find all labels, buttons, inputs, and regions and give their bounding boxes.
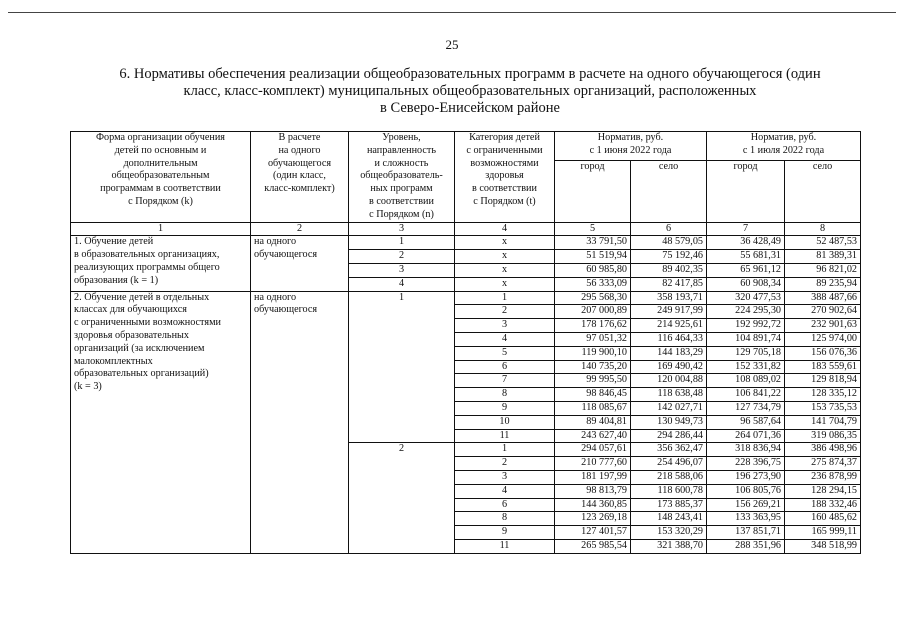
group2-form-line: образовательных организаций) xyxy=(74,368,209,380)
value-city-june: 265 985,54 xyxy=(555,539,631,553)
group2-form-line: здоровья образовательных xyxy=(74,329,189,341)
value-city-june: 33 791,50 xyxy=(555,236,631,250)
category-cell: 5 xyxy=(455,346,555,360)
group1-form-line: образования (k = 1) xyxy=(74,274,159,286)
value-village-july: 275 874,37 xyxy=(785,457,861,471)
value-city-june: 56 333,09 xyxy=(555,277,631,291)
value-city-july: 60 908,34 xyxy=(707,277,785,291)
value-village-june: 254 496,07 xyxy=(631,457,707,471)
value-village-july: 128 335,12 xyxy=(785,388,861,402)
value-village-july: 165 999,11 xyxy=(785,526,861,540)
category-cell: 10 xyxy=(455,415,555,429)
page-number: 25 xyxy=(445,37,459,52)
value-city-june: 118 085,67 xyxy=(555,401,631,415)
value-village-june: 120 004,88 xyxy=(631,374,707,388)
category-cell: 11 xyxy=(455,539,555,553)
header-norm-june: Норматив, руб. с 1 июня 2022 года xyxy=(555,132,707,161)
group1-form-line: в образовательных организациях, xyxy=(74,249,220,261)
value-city-june: 98 813,79 xyxy=(555,484,631,498)
value-village-july: 156 076,36 xyxy=(785,346,861,360)
level-cell: 3 xyxy=(349,263,455,277)
group1-form xyxy=(71,236,251,291)
header-per: В расчете на одного обучающегося (один класс, класс-комплект) xyxy=(251,132,349,223)
value-village-june: 130 949,73 xyxy=(631,415,707,429)
category-cell: x xyxy=(455,236,555,250)
group2-form xyxy=(71,291,251,553)
header-village-june: село xyxy=(631,160,707,222)
table-row xyxy=(71,291,861,305)
header-form: Форма организации обучения детей по основным и дополнительным общеобразовательным программам в соответствии с Порядком (k) xyxy=(71,132,251,223)
value-city-july: 127 734,79 xyxy=(707,401,785,415)
group1-form-line: реализующих программы общего xyxy=(74,261,220,273)
value-city-june: 295 568,30 xyxy=(555,291,631,305)
value-city-june: 210 777,60 xyxy=(555,457,631,471)
value-city-july: 196 273,90 xyxy=(707,470,785,484)
value-city-july: 106 841,22 xyxy=(707,388,785,402)
value-city-july: 96 587,64 xyxy=(707,415,785,429)
group2-form-line: 2. Обучение детей в отдельных xyxy=(74,291,210,303)
value-village-july: 388 487,66 xyxy=(785,291,861,305)
header-category: Категория детей с ограниченными возможностями здоровья в соответствии с Порядком (t) xyxy=(455,132,555,223)
value-village-june: 82 417,85 xyxy=(631,277,707,291)
value-village-june: 169 490,42 xyxy=(631,360,707,374)
header-city-july: город xyxy=(707,160,785,222)
value-village-july: 96 821,02 xyxy=(785,263,861,277)
level-cell: 4 xyxy=(349,277,455,291)
value-village-july: 128 294,15 xyxy=(785,484,861,498)
value-village-july: 81 389,31 xyxy=(785,250,861,264)
group2-per-line: обучающегося xyxy=(254,304,318,316)
header-city-june: город xyxy=(555,160,631,222)
value-city-june: 181 197,99 xyxy=(555,470,631,484)
category-cell: 9 xyxy=(455,401,555,415)
value-city-july: 65 961,12 xyxy=(707,263,785,277)
value-village-july: 141 704,79 xyxy=(785,415,861,429)
value-village-june: 249 917,99 xyxy=(631,305,707,319)
value-village-july: 89 235,94 xyxy=(785,277,861,291)
value-village-june: 75 192,46 xyxy=(631,250,707,264)
value-village-june: 48 579,05 xyxy=(631,236,707,250)
value-city-july: 228 396,75 xyxy=(707,457,785,471)
value-village-june: 89 402,35 xyxy=(631,263,707,277)
category-cell: 4 xyxy=(455,484,555,498)
value-village-july: 183 559,61 xyxy=(785,360,861,374)
group2-form-line: (k = 3) xyxy=(74,381,102,393)
value-city-july: 320 477,53 xyxy=(707,291,785,305)
level-cell: 1 xyxy=(349,291,455,443)
category-cell: 1 xyxy=(455,291,555,305)
value-city-june: 140 735,20 xyxy=(555,360,631,374)
level-cell: 1 xyxy=(349,236,455,250)
norms-table xyxy=(70,131,861,554)
value-city-july: 104 891,74 xyxy=(707,332,785,346)
group2-form-line: организаций (за исключением xyxy=(74,342,205,354)
value-village-june: 294 286,44 xyxy=(631,429,707,443)
value-city-july: 318 836,94 xyxy=(707,443,785,457)
category-cell: 6 xyxy=(455,360,555,374)
level-cell: 2 xyxy=(349,443,455,553)
level-cell: 2 xyxy=(349,250,455,264)
value-city-july: 36 428,49 xyxy=(707,236,785,250)
value-village-june: 116 464,33 xyxy=(631,332,707,346)
group2-per-line: на одного xyxy=(254,291,297,303)
category-cell: 2 xyxy=(455,457,555,471)
group1-form-line: 1. Обучение детей xyxy=(74,236,154,248)
category-cell: 3 xyxy=(455,319,555,333)
group2-per xyxy=(251,291,349,553)
value-city-july: 108 089,02 xyxy=(707,374,785,388)
value-city-june: 207 000,89 xyxy=(555,305,631,319)
category-cell: x xyxy=(455,277,555,291)
value-city-july: 55 681,31 xyxy=(707,250,785,264)
value-village-june: 173 885,37 xyxy=(631,498,707,512)
value-village-july: 386 498,96 xyxy=(785,443,861,457)
category-cell: x xyxy=(455,250,555,264)
value-city-june: 178 176,62 xyxy=(555,319,631,333)
title-line: в Северо-Енисейском районе xyxy=(380,100,560,116)
header-norm-july: Норматив, руб. с 1 июля 2022 года xyxy=(707,132,861,161)
category-cell: 7 xyxy=(455,374,555,388)
value-village-july: 348 518,99 xyxy=(785,539,861,553)
value-city-june: 119 900,10 xyxy=(555,346,631,360)
value-city-july: 137 851,71 xyxy=(707,526,785,540)
value-city-july: 192 992,72 xyxy=(707,319,785,333)
group2-form-line: классах для обучающихся xyxy=(74,304,187,316)
value-city-july: 133 363,95 xyxy=(707,512,785,526)
category-cell: 8 xyxy=(455,512,555,526)
value-city-june: 123 269,18 xyxy=(555,512,631,526)
value-city-july: 106 805,76 xyxy=(707,484,785,498)
value-city-july: 264 071,36 xyxy=(707,429,785,443)
category-cell: 3 xyxy=(455,470,555,484)
category-cell: 2 xyxy=(455,305,555,319)
value-city-june: 89 404,81 xyxy=(555,415,631,429)
category-cell: 1 xyxy=(455,443,555,457)
value-village-july: 160 485,62 xyxy=(785,512,861,526)
header-village-july: село xyxy=(785,160,861,222)
value-village-june: 153 320,29 xyxy=(631,526,707,540)
value-village-july: 188 332,46 xyxy=(785,498,861,512)
value-city-june: 127 401,57 xyxy=(555,526,631,540)
value-city-june: 99 995,50 xyxy=(555,374,631,388)
value-village-july: 232 901,63 xyxy=(785,319,861,333)
value-city-june: 294 057,61 xyxy=(555,443,631,457)
category-cell: 6 xyxy=(455,498,555,512)
group1-per-line: на одного xyxy=(254,236,297,248)
value-village-june: 118 600,78 xyxy=(631,484,707,498)
column-numbers-row: 1 2 3 4 5 6 7 8 xyxy=(71,222,861,236)
value-village-june: 218 588,06 xyxy=(631,470,707,484)
category-cell: x xyxy=(455,263,555,277)
value-city-june: 243 627,40 xyxy=(555,429,631,443)
value-city-july: 129 705,18 xyxy=(707,346,785,360)
value-village-july: 319 086,35 xyxy=(785,429,861,443)
title-line: 6. Нормативы обеспечения реализации общеобразовательных программ в расчете на одного обучающегося (один xyxy=(119,66,821,82)
value-village-july: 52 487,53 xyxy=(785,236,861,250)
group1-per xyxy=(251,236,349,291)
group2-form-line: с ограниченными возможностями xyxy=(74,317,221,329)
value-village-july: 125 974,00 xyxy=(785,332,861,346)
page-top-border xyxy=(8,12,896,13)
value-city-july: 224 295,30 xyxy=(707,305,785,319)
category-cell: 8 xyxy=(455,388,555,402)
title-line: класс, класс-комплект) муниципальных общеобразовательных организаций, расположенных xyxy=(183,83,757,99)
group2-form-line: малокомплектных xyxy=(74,355,153,367)
value-village-june: 144 183,29 xyxy=(631,346,707,360)
category-cell: 11 xyxy=(455,429,555,443)
value-city-june: 144 360,85 xyxy=(555,498,631,512)
value-city-july: 288 351,96 xyxy=(707,539,785,553)
value-city-june: 60 985,80 xyxy=(555,263,631,277)
value-village-july: 236 878,99 xyxy=(785,470,861,484)
header-level: Уровень, направленность и сложность общеобразователь- ных программ в соответствии с Порядком (n) xyxy=(349,132,455,223)
value-village-july: 270 902,64 xyxy=(785,305,861,319)
value-village-june: 356 362,47 xyxy=(631,443,707,457)
value-city-june: 51 519,94 xyxy=(555,250,631,264)
value-city-june: 98 846,45 xyxy=(555,388,631,402)
category-cell: 9 xyxy=(455,526,555,540)
category-cell: 4 xyxy=(455,332,555,346)
value-village-july: 129 818,94 xyxy=(785,374,861,388)
table-row xyxy=(71,236,861,250)
value-village-july: 153 735,53 xyxy=(785,401,861,415)
group1-per-line: обучающегося xyxy=(254,249,318,261)
section-title xyxy=(100,66,840,117)
value-village-june: 118 638,48 xyxy=(631,388,707,402)
value-village-june: 358 193,71 xyxy=(631,291,707,305)
value-city-july: 156 269,21 xyxy=(707,498,785,512)
value-city-july: 152 331,82 xyxy=(707,360,785,374)
value-village-june: 214 925,61 xyxy=(631,319,707,333)
value-village-june: 148 243,41 xyxy=(631,512,707,526)
value-village-june: 321 388,70 xyxy=(631,539,707,553)
value-village-june: 142 027,71 xyxy=(631,401,707,415)
value-city-june: 97 051,32 xyxy=(555,332,631,346)
